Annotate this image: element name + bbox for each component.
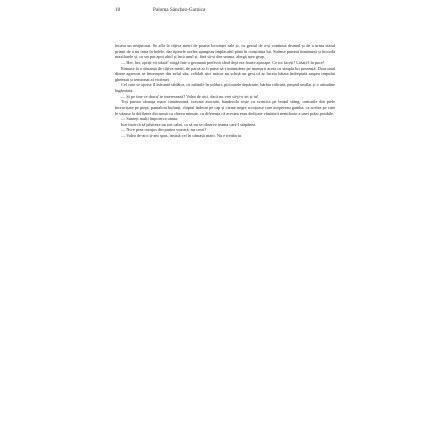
- paragraph: — Valea de-aici ți-am spus, insistă cel în cămașă maro. Nu e treaba ta.: [121, 133, 242, 138]
- body-text: [115, 43, 335, 139]
- page-number: 10: [115, 7, 121, 13]
- paragraph: încasa un neajutorat. Se afla la câțiva metri de poarta locuinței sale și, cu gestul de a-și continua drumul și de a urma sfatul primit de a nu intra în belele, dar tipetele acelea ajungeau implacabil până în conștiința lui. Strânse pumnii înmărunți și încordă maxilarele și, cu un pas apoi altul și încă unul și, fără să-și dea seama, alergă spre grup.: [115, 43, 335, 60]
- page-header: [115, 7, 335, 16]
- paragraph: Rămase la o distanță de câțiva metri, de parcă ar fi putut să-i intimideze pe monștrii aceia cu simpla lui prezență. Doar unul dintre agresori se întrerupse din zelul său; celălalt nici măcar nu schiță un gest că ar înceta bătaia îndreptată asupra trupului ghemuit și tensionat al victimei.: [115, 65, 335, 82]
- paragraph: — Sunteți mulți împotriva unuia.: [121, 116, 179, 122]
- paragraph: Toți purtau cămașa maro cămăruoasă, cravata asortată, banderola roșie cu svastica pe brațul stâng, centurile din piele încrucișate pe piept, pantaloni bufanți, chipiul îndesat pe cap și cizme negre scorțoase care acopereau gamba, ca acelea pe care le văzuse la defilarea din urmă cu câteva minute, cu diferența că acestea erau dedicate vânătorii nemiloase a unei prăzi posibile.: [115, 99, 335, 116]
- paragraph: Iuri încercă să păstreze un ton calm, ca să nu se observe teama care-l stăpânea.: [121, 121, 257, 127]
- running-title: Paloma Sánchez-Garnica: [153, 7, 206, 13]
- paragraph: Cel care se oprise îl înfruntă sfidător, cu mâinile în șolduri, picioarele depărtate, bărbia ridicată, pieptul umflat și o atitudine îngâmfată.: [115, 82, 335, 93]
- paragraph: — Hei, hei, opriți-vă odată! strigă într-o germană perfectă când deja era foarte aproape. Ce tot faceți? Lăsați-l în pace!: [121, 59, 325, 65]
- paragraph: — Și pe tine ce dracu' te interesează? Valea de aici, dacă nu vrei să-ți-o iei și tu!: [121, 93, 259, 99]
- paragraph: — Nu-e prea curajos din partea voastră, nu crezi?: [121, 127, 207, 133]
